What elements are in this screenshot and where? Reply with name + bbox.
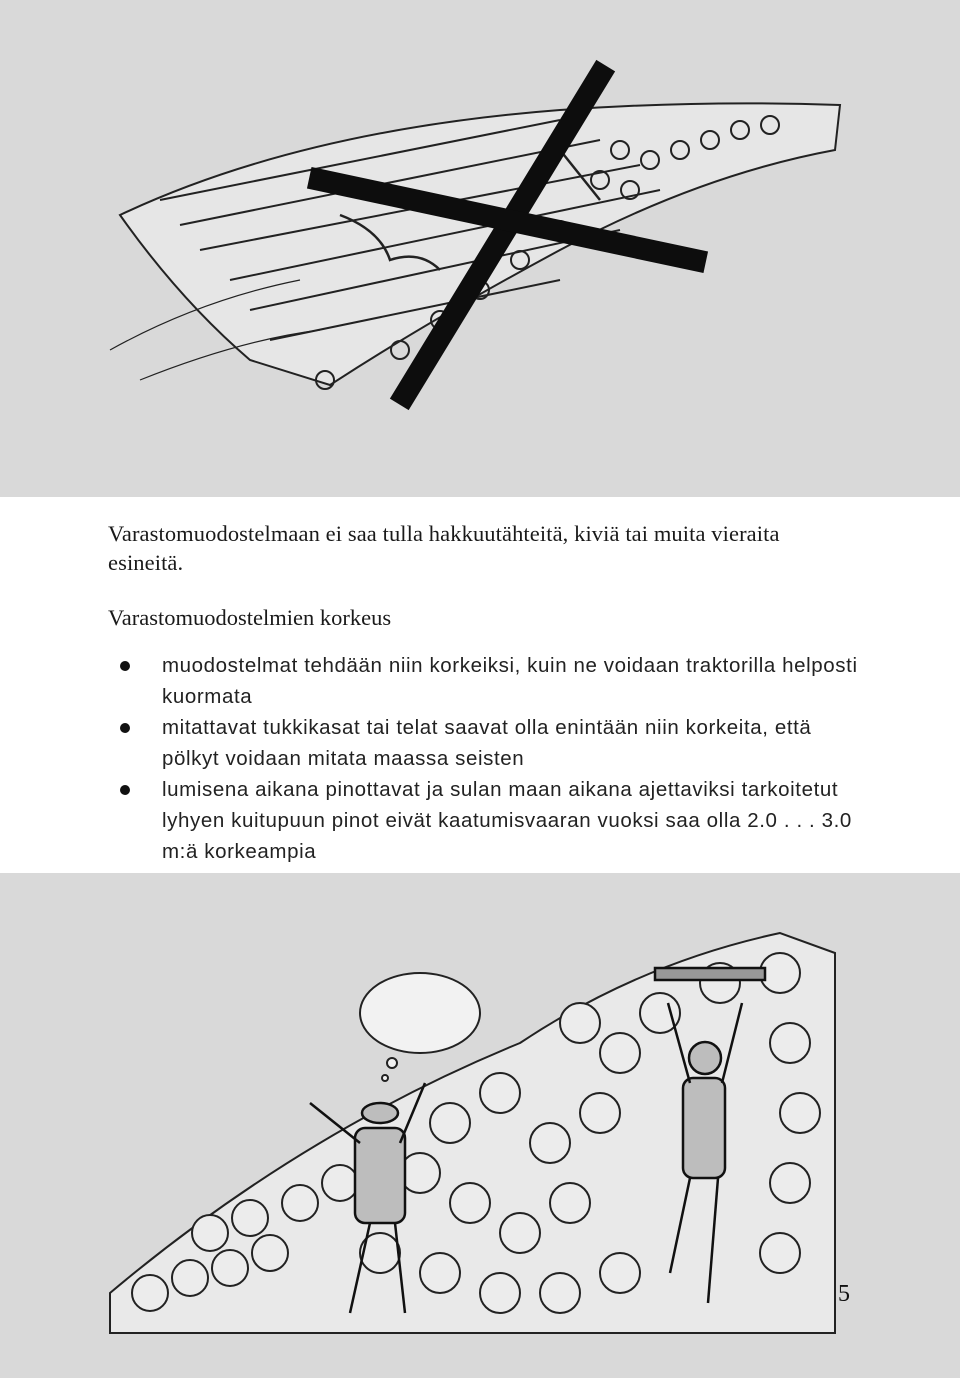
bullet-list	[120, 650, 860, 867]
caption: Varastomuodostelmaan ei saa tulla hakkuutähteitä, kiviä tai muita vieraita esineitä.	[108, 521, 780, 575]
illustration-log-measurement	[0, 873, 960, 1378]
list-item-text: mitattavat tukkikasat tai telat saavat olla enintään niin korkeita, että pölkyt voidaan mitata maassa seisten	[162, 716, 812, 770]
list-item	[120, 712, 860, 774]
list-item-text: lumisena aikana pinottavat ja sulan maan aikana ajettaviksi tarkoitetut lyhyen kuitupuun pinot eivät kaatumisvaaran vuoksi saa olla 2.0 . . . 3.0 m:ä korkeampia	[162, 778, 852, 863]
illustration-log-pile-crossed-out	[0, 0, 960, 497]
list-item-text: muodostelmat tehdään niin korkeiksi, kuin ne voidaan traktorilla helposti kuormata	[162, 654, 858, 708]
list-item	[120, 650, 860, 712]
bullet-icon	[120, 723, 130, 733]
bullet-icon	[120, 785, 130, 795]
section-heading: Varastomuodostelmien korkeus	[108, 605, 392, 630]
bullet-icon	[120, 661, 130, 671]
page-number: 5	[838, 1281, 850, 1307]
list-item	[120, 774, 860, 867]
